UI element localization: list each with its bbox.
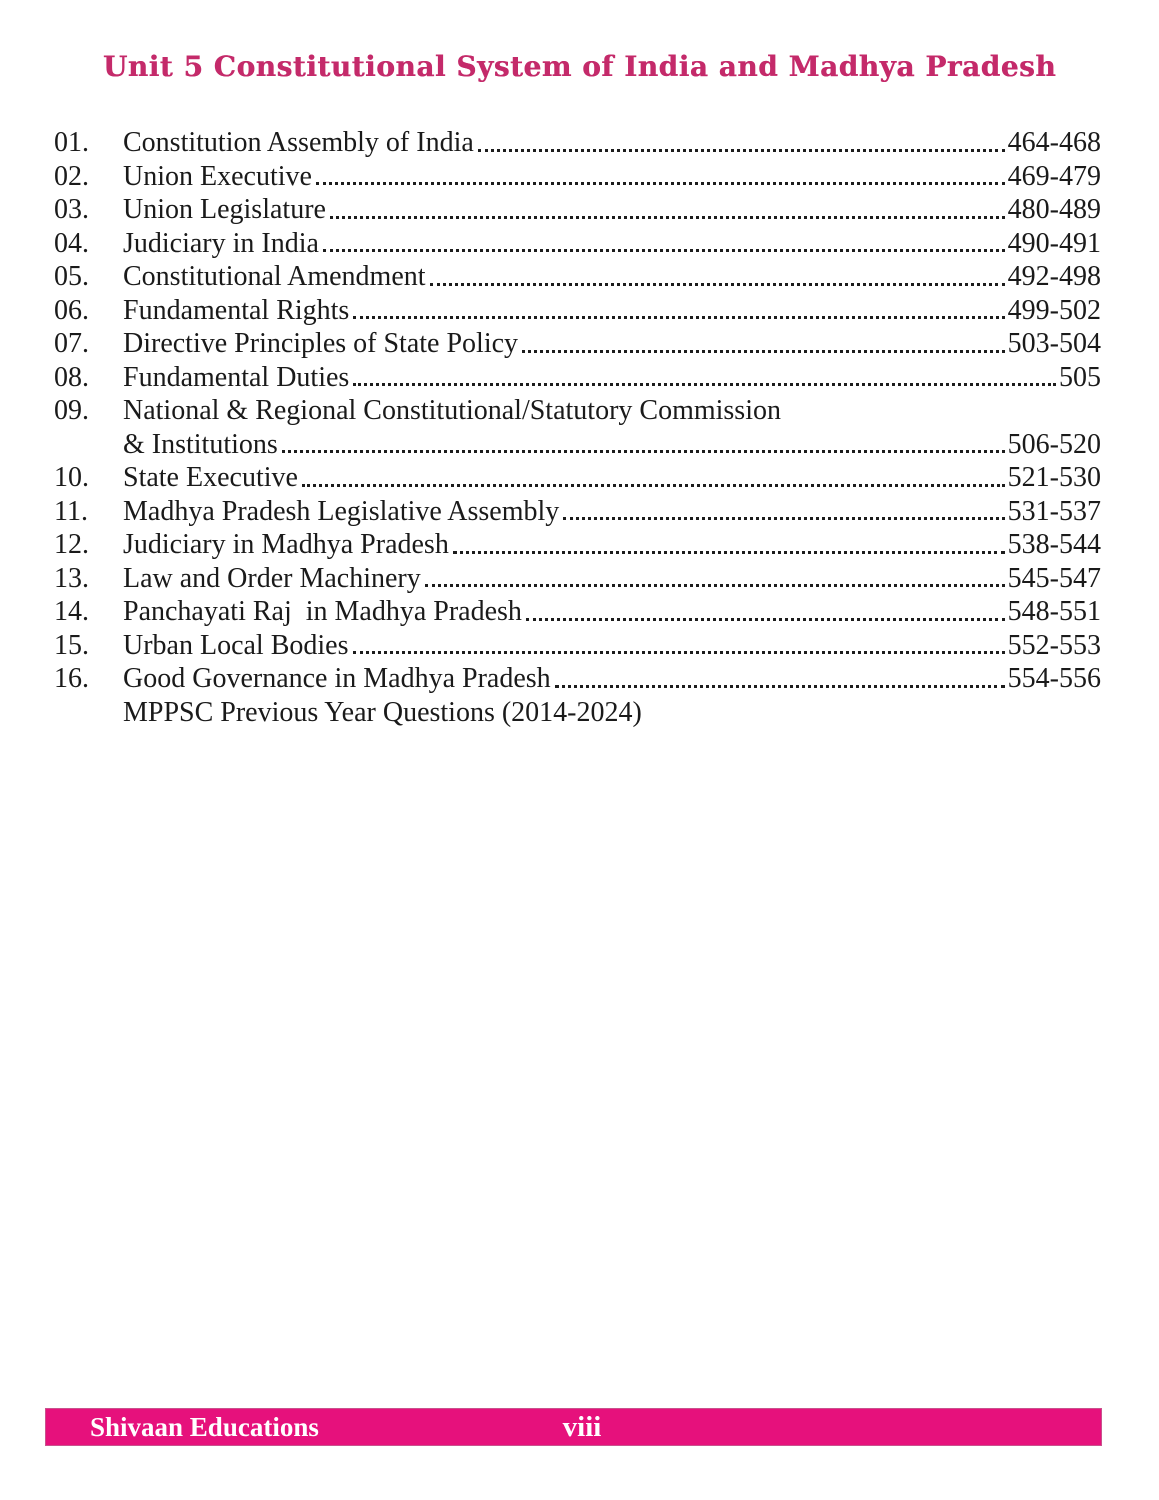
toc-item-pages: 499-502 (1007, 294, 1101, 326)
toc-item-subtitle: MPPSC Previous Year Questions (2014-2024) (123, 696, 642, 728)
toc-item-title: Union Executive (123, 160, 312, 192)
toc-item-pages: 506-520 (1007, 428, 1101, 460)
toc-row (54, 562, 1101, 596)
toc-item-number: 12. (54, 529, 89, 560)
toc-item-number: 04. (54, 227, 89, 259)
dot-leader (330, 216, 1005, 219)
toc-item-pages: 503-504 (1007, 328, 1101, 359)
toc-item-title: Law and Order Machinery (123, 562, 421, 594)
footer-bar (45, 1408, 1102, 1446)
toc-item-number: 11. (54, 495, 88, 527)
toc-row (54, 260, 1101, 294)
toc-item-number: 14. (54, 596, 89, 627)
toc-item-pages: 480-489 (1007, 194, 1101, 225)
toc-item-pages: 469-479 (1007, 160, 1101, 192)
toc-row (54, 528, 1101, 562)
toc-row (54, 595, 1101, 629)
toc-item-number: 16. (54, 663, 89, 694)
toc-item-title-line2: & Institutions (123, 428, 278, 460)
toc-item-number: 09. (54, 395, 89, 426)
toc-item-number: 05. (54, 261, 89, 292)
toc-item-number: 06. (54, 294, 89, 326)
toc-row-continuation (54, 428, 1101, 462)
toc-row (54, 461, 1101, 495)
toc-item-number: 01. (54, 127, 89, 158)
toc-item-pages: 552-553 (1007, 629, 1101, 661)
dot-leader (353, 316, 1004, 319)
dot-leader (353, 651, 1005, 654)
toc-item-pages: 554-556 (1007, 663, 1101, 694)
toc-item-title: Constitutional Amendment (123, 261, 426, 292)
toc-item-pages: 492-498 (1007, 261, 1101, 292)
toc-item-title: Judiciary in India (123, 227, 319, 259)
dot-leader (302, 484, 1005, 487)
toc-item-number: 10. (54, 462, 89, 493)
dot-leader (555, 685, 1005, 688)
toc-row (54, 327, 1101, 361)
toc-item-title: Union Legislature (123, 194, 326, 225)
toc-item-title: Urban Local Bodies (123, 629, 349, 661)
toc-item-pages: 521-530 (1007, 462, 1101, 493)
dot-leader (316, 182, 1005, 185)
toc-item-pages: 531-537 (1007, 495, 1101, 527)
toc-item-number: 13. (54, 562, 89, 594)
dot-leader (453, 551, 1005, 554)
dot-leader (563, 517, 1004, 520)
toc-item-title: National & Regional Constitutional/Statutory Commission (123, 395, 781, 426)
dot-leader (478, 149, 1005, 152)
toc-item-pages: 490-491 (1007, 227, 1101, 259)
toc-item-pages: 505 (1059, 361, 1101, 393)
toc-item-title: State Executive (123, 462, 298, 493)
dot-leader (282, 450, 1005, 453)
toc-item-title: Panchayati Raj in Madhya Pradesh (123, 596, 522, 627)
toc-item-number: 02. (54, 160, 89, 192)
dot-leader (425, 584, 1005, 587)
toc-item-title: Directive Principles of State Policy (123, 328, 519, 359)
toc-item-number: 03. (54, 194, 89, 225)
toc-row (54, 361, 1101, 395)
toc-item-number: 15. (54, 629, 89, 661)
toc-item-pages: 548-551 (1007, 596, 1101, 627)
toc-row (54, 227, 1101, 261)
toc-row (54, 160, 1101, 194)
toc-item-title: Fundamental Duties (123, 361, 350, 393)
dot-leader (323, 249, 1005, 252)
dot-leader (353, 383, 1056, 386)
table-of-contents (54, 126, 1101, 728)
toc-item-pages: 538-544 (1007, 529, 1101, 560)
page-number: viii (562, 1411, 602, 1443)
toc-item-title: Madhya Pradesh Legislative Assembly (123, 495, 560, 527)
toc-row-continuation (54, 696, 1101, 728)
toc-item-number: 07. (54, 328, 89, 359)
toc-item-title: Constitution Assembly of India (123, 127, 474, 158)
toc-row (54, 495, 1101, 529)
toc-row (54, 629, 1101, 663)
toc-row (54, 662, 1101, 696)
toc-row (54, 394, 1101, 428)
dot-leader (430, 283, 1005, 286)
unit-title: Unit 5 Constitutional System of India and Madhya Pradesh (102, 50, 1057, 83)
toc-item-title: Good Governance in Madhya Pradesh (123, 663, 551, 694)
publisher-name: Shivaan Educations (90, 1412, 319, 1442)
toc-item-title: Judiciary in Madhya Pradesh (123, 529, 449, 560)
toc-row (54, 294, 1101, 328)
toc-item-title: Fundamental Rights (123, 294, 350, 326)
dot-leader (522, 350, 1005, 353)
toc-item-number: 08. (54, 361, 89, 393)
toc-item-pages: 545-547 (1007, 562, 1101, 594)
dot-leader (526, 618, 1005, 621)
toc-item-pages: 464-468 (1007, 127, 1101, 158)
toc-row (54, 126, 1101, 160)
toc-row (54, 193, 1101, 227)
